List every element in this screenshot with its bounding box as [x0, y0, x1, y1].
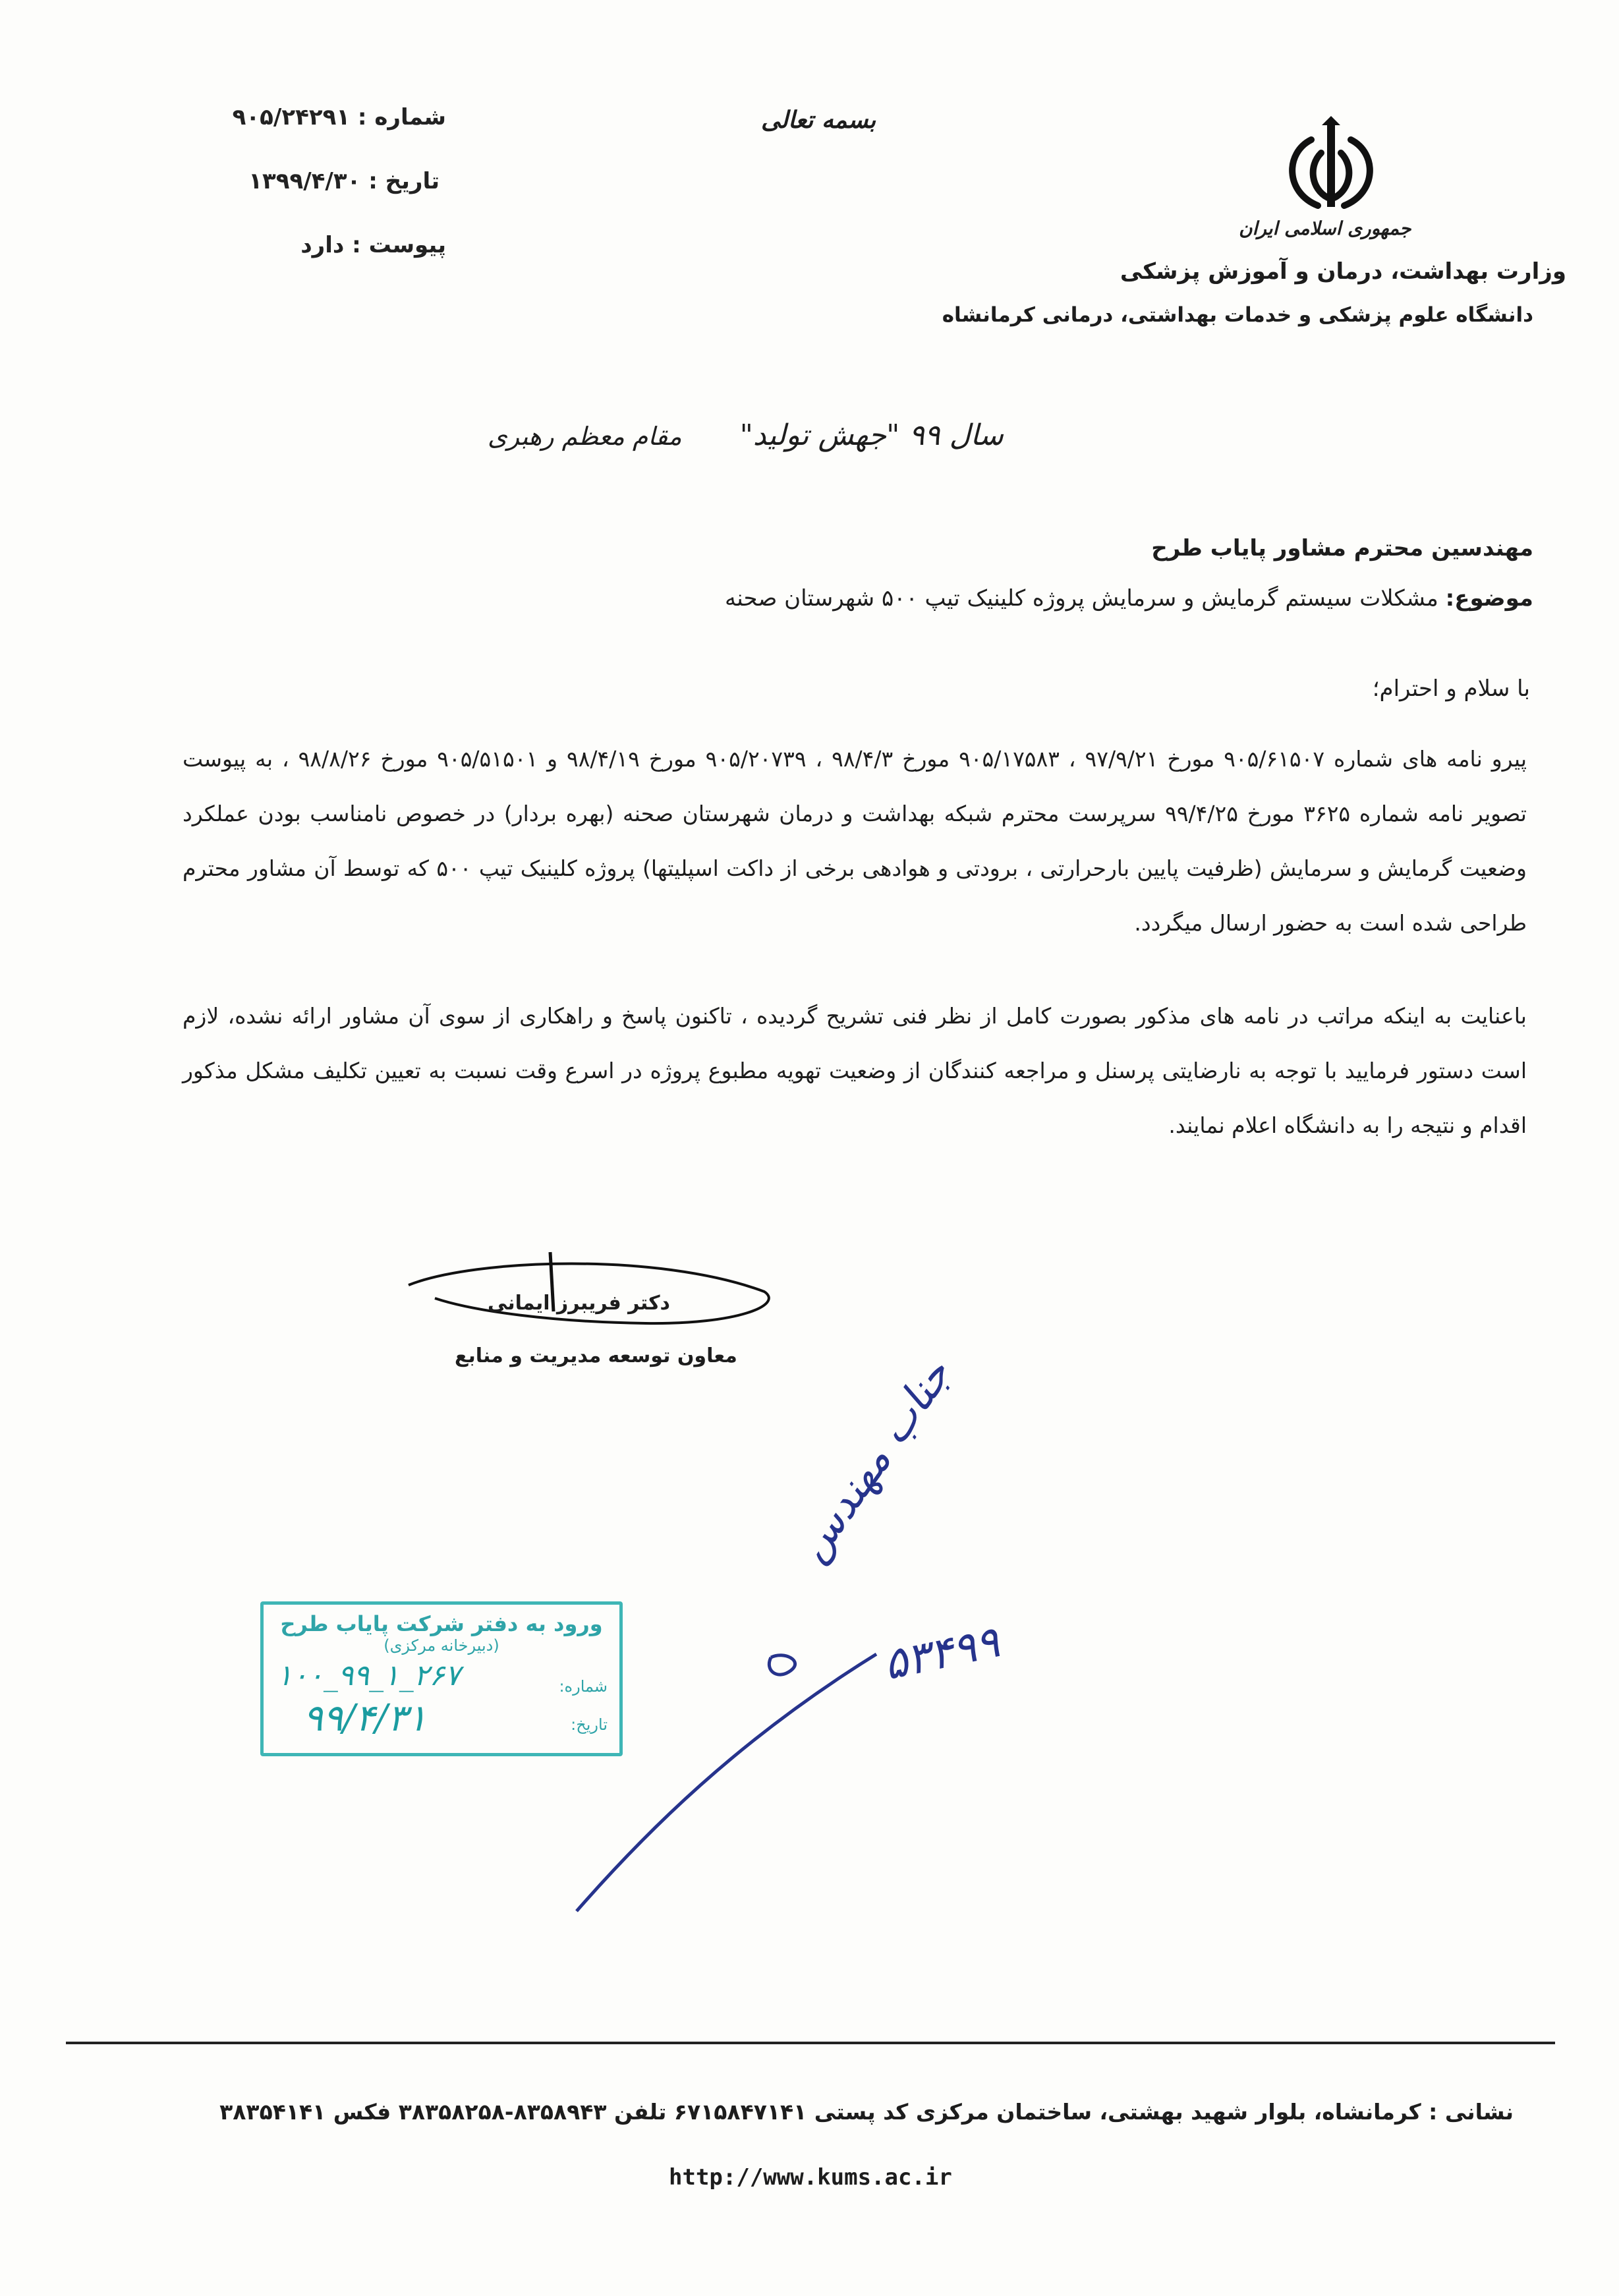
stamp-number-value: ۱۰۰_۹۹_۱_۲۶۷: [277, 1659, 461, 1692]
subject-text: مشکلات سیستم گرمایش و سرمایش پروژه کلینیک تیپ ۵۰۰ شهرستان صحنه: [725, 585, 1438, 612]
subject-line: [725, 585, 1533, 612]
slogan-text: سال ۹۹ "جهش تولید": [739, 418, 1004, 452]
letter-date: [248, 168, 440, 194]
body-paragraph-1: پیرو نامه های شماره ۹۰۵/۶۱۵۰۷ مورخ ۹۷/۹/۲۱ ، ۹۰۵/۱۷۵۸۳ مورخ ۹۸/۴/۳ ، ۹۰۵/۲۰۷۳۹ مورخ ۹۸/۴/۱۹ و ۹۰۵/۵۱۵۰۱ مورخ ۹۸/۸/۲۶ ، به پیوست تصویر نامه شماره ۳۶۲۵ مورخ ۹۹/۴/۲۵ سرپرست محترم شبکه بهداشت و درمان شهرستان صحنه (بهره بردار) در خصوص نامناسب بودن عملکرد وضعیت گرمایش و سرمایش (ظرفیت پایین بارحرارتی ، برودتی و هوادهی برخی از داکت اسپلیتها) پروژه کلینیک تیپ ۵۰۰ که توسط آن مشاور محترم طراحی شده است به حضور ارسال میگردد.: [183, 746, 1527, 936]
letter-number: [233, 104, 446, 130]
letter-number-value: ۹۰۵/۲۴۲۹۱: [232, 104, 351, 130]
body-paragraph-2: باعنایت به اینکه مراتب در نامه های مذکور بصورت کامل از نظر فنی تشریح گردیده ، تاکنون پاسخ و راهکاری از سوی آن مشاور ارائه نشده، لازم است دستور فرمایید با توجه به نارضایتی پرسنل و مراجعه کنندگان از وضعیت تهویه مطبوع پروژه در اسرع وقت نسبت به تعیین تکلیف مشکل مذکور اقدام و نتیجه را به دانشگاه اعلام نمایند.: [183, 1003, 1527, 1138]
footer-divider: [66, 2042, 1555, 2044]
stamp-number-label: شماره:: [559, 1677, 608, 1696]
stamp-title: ورود به دفتر شرکت پایاب طرح: [280, 1611, 603, 1636]
handwritten-note: جناب مهندس: [787, 1351, 961, 1570]
letter-date-label: تاریخ :: [368, 168, 440, 194]
letter-attachment-value: دارد: [300, 232, 345, 258]
emblem-icon: [1265, 113, 1397, 219]
slogan-attribution: مقام معظم رهبری: [488, 422, 682, 451]
stamp-date-label: تاریخ:: [571, 1715, 608, 1734]
letter-attachment-label: پیوست :: [352, 232, 446, 258]
footer-website: http://www.kums.ac.ir: [669, 2164, 952, 2191]
footer-address: نشانی : کرمانشاه، بلوار شهید بهشتی، ساختمان مرکزی کد پستی ۶۷۱۵۸۴۷۱۴۱ تلفن ۸۳۵۸۹۴۳-۳۸۳۵۸۲۵۸ فکس ۳۸۳۵۴۱۴۱: [219, 2099, 1514, 2125]
bismillah: بسمه تعالی: [761, 107, 876, 134]
signer-name: دکتر فریبرز ایمانی: [488, 1292, 670, 1315]
year-slogan: [488, 418, 1004, 452]
signer-title: معاون توسعه مدیریت و منابع: [455, 1344, 737, 1367]
handwritten-number: ۵۳۴۹۹: [878, 1616, 1004, 1690]
letter-attachment: [300, 232, 446, 258]
greeting: با سلام و احترام؛: [1372, 675, 1530, 702]
letter-number-label: شماره :: [357, 104, 446, 130]
ministry-name: وزارت بهداشت، درمان و آموزش پزشکی: [1120, 258, 1566, 285]
letter-date-value: ۱۳۹۹/۴/۳۰: [248, 168, 361, 194]
stamp-subtitle: (دبیرخانه مرکزی): [383, 1636, 499, 1655]
subject-label: موضوع:: [1445, 585, 1533, 612]
receipt-stamp: [260, 1601, 623, 1756]
stamp-date-value: ۹۹/۴/۳۱: [303, 1697, 428, 1740]
republic-caption: جمهوری اسلامی ایران: [1239, 217, 1411, 239]
university-name: دانشگاه علوم پزشکی و خدمات بهداشتی، درمانی کرمانشاه: [942, 303, 1533, 327]
addressee: مهندسین محترم مشاور پایاب طرح: [1151, 535, 1533, 561]
